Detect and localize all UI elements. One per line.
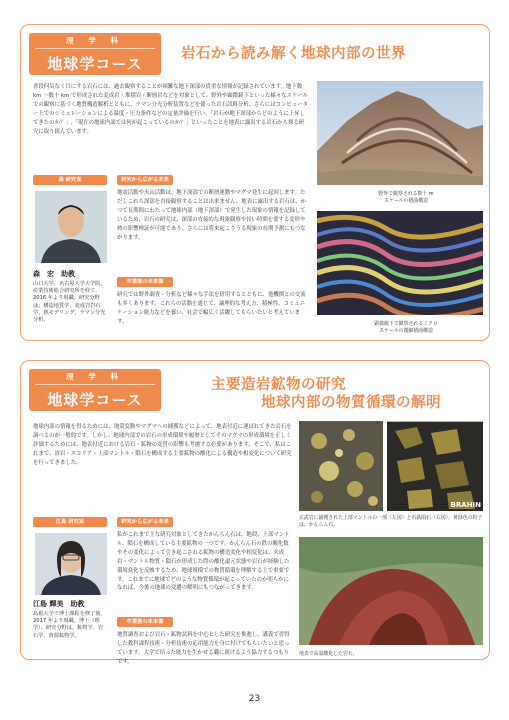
section-header-1 — [29, 33, 161, 75]
outcrop-fold-photo — [317, 81, 483, 185]
course-label: 地球学コース — [35, 48, 155, 74]
prep-tag: 卒業後の未来像 — [117, 277, 173, 287]
lab-tag: 森 研究室 — [33, 175, 107, 185]
dept-label: 理 学 科 — [66, 372, 124, 381]
section-title-line1: 主要造岩鉱物の研究 — [211, 377, 346, 393]
section-panel-1 — [20, 24, 490, 341]
prep-tag: 卒業後の未来像 — [117, 617, 173, 627]
photo-caption-2: 顕微鏡下で観察されるミクロ スケールの微細褶曲構造 — [374, 321, 438, 334]
photo-caption-2: 地表で高温酸化した岩石。 — [299, 651, 358, 657]
prep-text: 地質調査および岩石・鉱物試料を中心とした研究を推進し、講義で習得した教科課程技術・分析技術の応用能力を身に付けてもらいたいと思っています。大学で培った能力を生かせる職に就けるよう協力するつもりです。 — [117, 632, 290, 665]
dept-label: 理 学 科 — [66, 36, 124, 45]
section-title: 岩石から読み解く地球内部の世界 — [181, 46, 406, 62]
lab-tag: 江島 研究室 — [33, 517, 107, 527]
oxidized-rock-photo — [299, 537, 483, 645]
future-text: 私がこれまで主な研究対象としてきたかんらん石は、地殻、上部マントル、隕石を構成している主要鉱物の一つです。かんらん石の鉄の酸化数やその変化によって引き起こされる鉱物の構造変化や相変化は、火成岩・マントル物質・隕石が形成した際の酸化還元状態や岩石が経験した環境変化を反映するため、地球規模での物質循環を理解する上で重要です。これまでに地球でどのような物質循環が起こっていたのか明らかになれば、今後の地球の変遷の解明にもつながってきます。 — [117, 532, 290, 592]
section-panel-2 — [20, 360, 490, 665]
section-title-line2: 地球内部の物質循環の解明 — [261, 395, 441, 411]
future-tag: 研究から広がる未来 — [117, 175, 173, 185]
section-header-2 — [29, 369, 161, 411]
researcher-bio: 山口大学、名古屋大学大学院、産業技術総合研究所を経て、2016 年より現職。研究分野は、構造地質学、変成岩岩石学、熱モデリング、ラマン分光分析。 — [33, 281, 106, 324]
photo-caption-1: 玄武岩に捕獲された上部マントルの一部（左図）と石鉄隕石（右図）。黄緑色の粒子は、かんらん石。 — [299, 515, 483, 528]
intro-text: 普段何気なく目にする岩石には、過去観察することが困難な地下深部の貴重な情報が記録されています。地下数 km ～数十 km で形成された変成岩・堆積岩・断層岩などを対象として、野外や顕微鏡下といった様々なスケールでの観察に基づく地質構造解析とともに、ラマン分光分析装置などを使った岩石試料分析、さらにはコンピューター上でのシミュレーションによる温度・圧力条件などの定量評価を行い、「岩石が地下深部からどのように上昇してきたのか？」,「現在の地球内部では何が起こっているのか？」といったことを地表に露出する岩石から探る研究に取り組んでいます。 — [33, 84, 309, 135]
future-tag: 研究から広がる未来 — [117, 517, 173, 527]
researcher-portrait — [35, 191, 107, 263]
page-number: 23 — [248, 694, 261, 704]
photo-brand: BRAHIN — [450, 501, 481, 509]
photo-caption-1: 野外で観察される数十 m スケールの褶曲構造 — [378, 191, 434, 204]
xenolith-photo — [299, 421, 383, 511]
intro-text: 地球内部の情報を得るためには、地殻変動やマグマへの捕獲などによって、地表付近に運ばれてきた岩石を調べるのが一般的です。しかし、地球内部での岩石の形成環境や履歴としてそのマグマの形成環境を正しく評価するためには、地表付近における岩石・鉱物の変質の影響も考慮する必要があります。そこで、私はこれまで、溶岩・スコリア・上部マントル・隕石を構成する主要鉱物の酸化による構造や相変化について研究を行ってきました。 — [33, 424, 292, 466]
pallasite-photo — [387, 421, 483, 511]
prep-text: 研究では野外調査・分析など様々な手法を併用するとともに、他機関との交流も多くあります。これらの活動を通じて、論理的な考え方、積極性、コミュニケーション能力などを養い、社会で幅広く活躍してもらいたいと考えています。 — [117, 292, 306, 325]
micro-fold-photo — [317, 211, 483, 315]
course-label: 地球学コース — [35, 384, 155, 410]
future-text: 地震活動や火山活動は、地下深部での断層運動やマグマ発生に起因します。ただしこれら深部を直接観察することは出来ません。地表に露出する岩石は、かつて長期間にわたって地球内部（地下深部）で発生した現象の情報を記録しているため、岩石の研究は、深部の直接的な現象観察や長い時間を要する変形や熱の影響検証が可能であり、さらには将来起こりうる現象の長期予測にもつながります。 — [117, 190, 306, 241]
researcher-name: 江島 輝美 助教 — [33, 600, 85, 608]
researcher-portrait — [35, 533, 107, 595]
researcher-bio: 島根大学で博士課程を修了後、2017 年より現職。博士（理学）。研究分野は、鉱物学、岩石学、資源鉱物学。 — [33, 611, 106, 639]
researcher-name: 森 宏 助教 — [33, 270, 75, 278]
